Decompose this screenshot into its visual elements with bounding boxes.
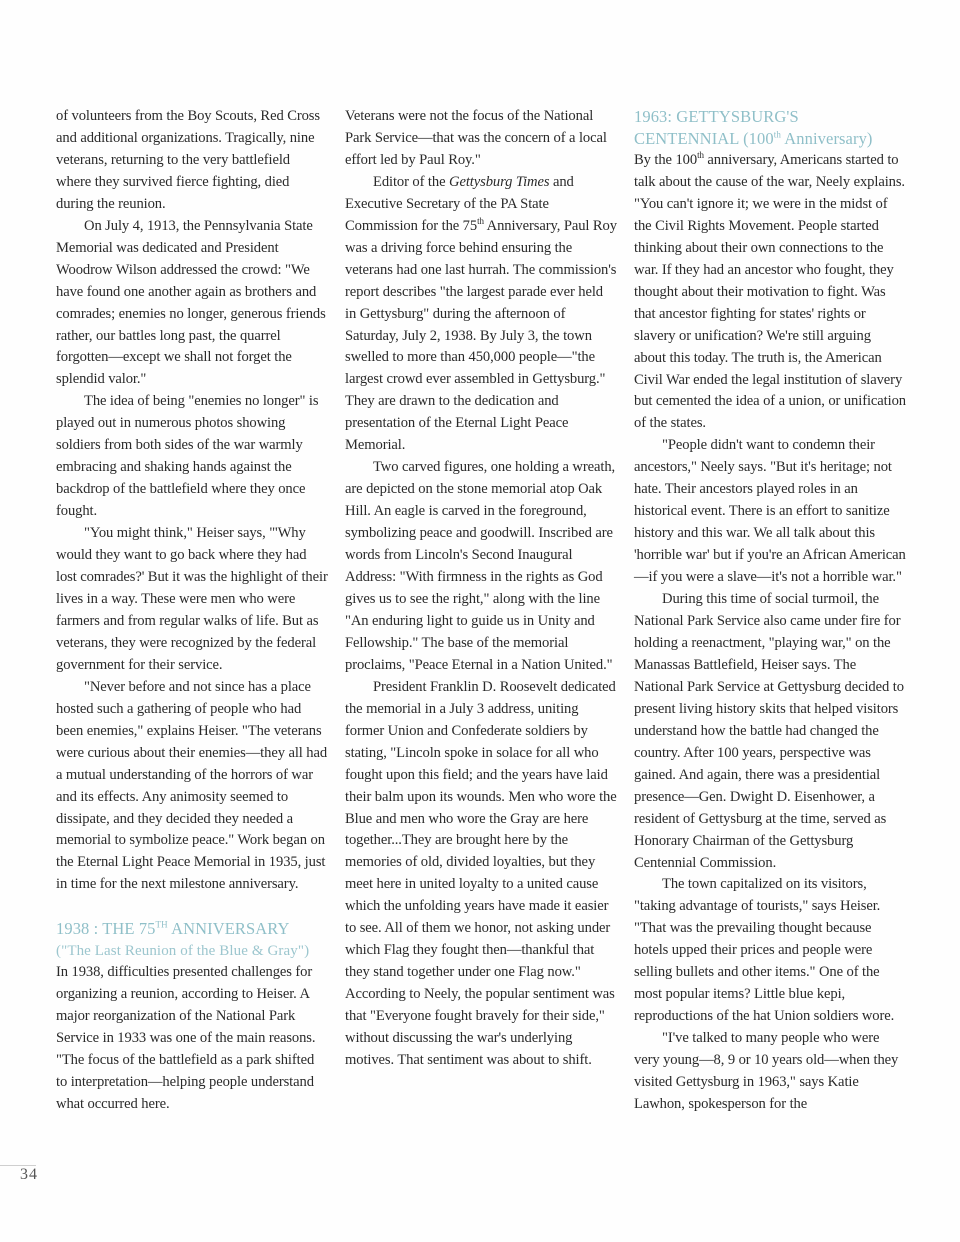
paragraph: President Franklin D. Roosevelt dedicated the memorial in a July 3 address, uniting former Union and Confederate soldiers by stating, "Lincoln spoke in solace for all who fought upon this field; and the years have laid their balm upon its wounds. Men who wore the Blue and men who wore the Gray are here together...They are brought here by the memories of old, divided loyalties, but they meet here in united loyalty to a united cause which the unfolding years have made it easier to see. All of them we honor, not asking under which Flag they fought then—thankful that they stand together under one Flag now." [345,678,617,981]
section-heading-1938: 1938 : THE 75TH ANNIVERSARY [56,919,290,939]
column-2 [345,106,617,1072]
paragraph: The town capitalized on its visitors, "taking advantage of tourists," says Heiser. "That was the prevailing thought because hotels upped their prices and people were selling bullets and other items." One of the most popular items? Little blue kepi, reproductions of the hat Union soldiers wore. [634,876,895,1025]
paragraph: On July 4, 1913, the Pennsylvania State Memorial was dedicated and President Woodrow Wilson addressed the crowd: "We have found one another again as brothers and comrades; enemies no longer, generous friends rather, our battles long past, the quarrel forgotten—except we shall not forget the splendid valor." [56,217,326,388]
section-heading-1963: 1963: GETTYSBURG'S [634,107,799,126]
paragraph: "Never before and not since has a place hosted such a gathering of people who had been enemies," explains Heiser. "The veterans were curious about their enemies—they all had a mutual understanding of the horrors of war and its effects. Any animosity seemed to dissipate, and they decided they needed a memorial to symbolize peace." Work began on the Eternal Light Peace Memorial in 1935, just in time for the next milestone anniversary. [56,678,328,893]
paragraph: Editor of the Gettysburg Times and Executive Secretary of the PA State Commission for the 75th Anniversary, Paul Roy was a driving force behind ensuring the veterans had one last hurrah. The commission's report describes "the largest parade ever held in Gettysburg" during the afternoon of Saturday, July 2, 1938. By July 3, the town swelled to more than 450,000 people—"the largest crowd ever assembled in Gettysburg." They are drawn to the dedication and presentation of the Eternal Light Peace Memorial. [345,173,617,454]
section-subheading-1938: ("The Last Reunion of the Blue & Gray") [56,943,310,960]
paragraph: During this time of social turmoil, the National Park Service also came under fire for holding a reenactment, "playing war," on the Manassas Battlefield, Heiser says. The National Park Service at Gettysburg decided to present living history skits that helped visitors understand how the battle had changed the country. After 100 years, perspective was gained. And again, there was a presidential presence—Gen. Dwight D. Eisenhower, a resident of Gettysburg at the time, served as Honorary Chairman of the Gettysburg Centennial Commission. [634,591,904,871]
paragraph: By the 100th anniversary, Americans started to talk about the cause of the war, Neely explains. "You can't ignore it; we were in the midst of the Civil Rights Movement. People started thinking about their own connections to the war. If they had an ancestor who fought, they thought about their motivation to fight. Was that ancestor fighting for states' rights or slavery or unification? We're still arguing about this today. The truth is, the American Civil War ended the legal institution of slavery but cemented the idea of a union, or unification of the states. [634,150,906,432]
paragraph: "I've talked to many people who were very young—8, 9 or 10 years old—when they visited Gettysburg in 1963," says Katie Lawhon, spokesperson for the [634,1030,899,1112]
paragraph: The idea of being "enemies no longer" is played out in numerous photos showing soldiers from both sides of the war warmly embracing and shaking hands against the backdrop of the battlefield where they once fought. [56,393,319,520]
column-3 [634,106,906,1116]
paragraph: of volunteers from the Boy Scouts, Red Cross and additional organizations. Tragically, nine veterans, returning to the very battlefield where they survived fierce fighting, died during the reunion. [56,108,320,212]
paragraph: "People didn't want to condemn their ancestors," Neely says. "But it's heritage; not hate. Their ancestors played roles in an historical event. There is an effort to sanitize history and this war. We all talk about this 'horrible war' but if you're an African American—if you were a slave—it's not a horrible war." [634,437,906,586]
page-number: 34 [20,1166,38,1183]
paragraph: In 1938, difficulties presented challenges for organizing a reunion, according to Heiser. A major reorganization of the National Park Service in 1933 was one of the main reasons. "The focus of the battlefield as a park shifted to interpretation—helping people understand what occurred here. [56,964,316,1113]
paragraph: According to Neely, the popular sentiment was that "Everyone fought bravely for their side," without discussing the war's underlying motives. That sentiment was about to shift. [345,986,615,1068]
paragraph: "You might think," Heiser says, "'Why would they want to go back where they had lost comrades?' But it was the highlight of their lives in a way. These were men who were farmers and from regular walks of life. But as veterans, they were recognized by the federal government for their service. [56,525,328,673]
column-1 [56,106,328,1116]
paragraph: Veterans were not the focus of the National Park Service—that was the concern of a local effort led by Paul Roy." [345,108,607,168]
section-heading-1963-line2: CENTENNIAL (100th Anniversary) [634,129,873,148]
paragraph: Two carved figures, one holding a wreath, are depicted on the stone memorial atop Oak Hill. An eagle is carved in the foreground, symbolizing peace and goodwill. Inscribed are words from Lincoln's Second Inaugural Address: "With firmness in the rights as God gives us to see the right," along with the line "An enduring light to guide us in Unity and Fellowship." The base of the memorial proclaims, "Peace Eternal in a Nation United." [345,459,616,673]
